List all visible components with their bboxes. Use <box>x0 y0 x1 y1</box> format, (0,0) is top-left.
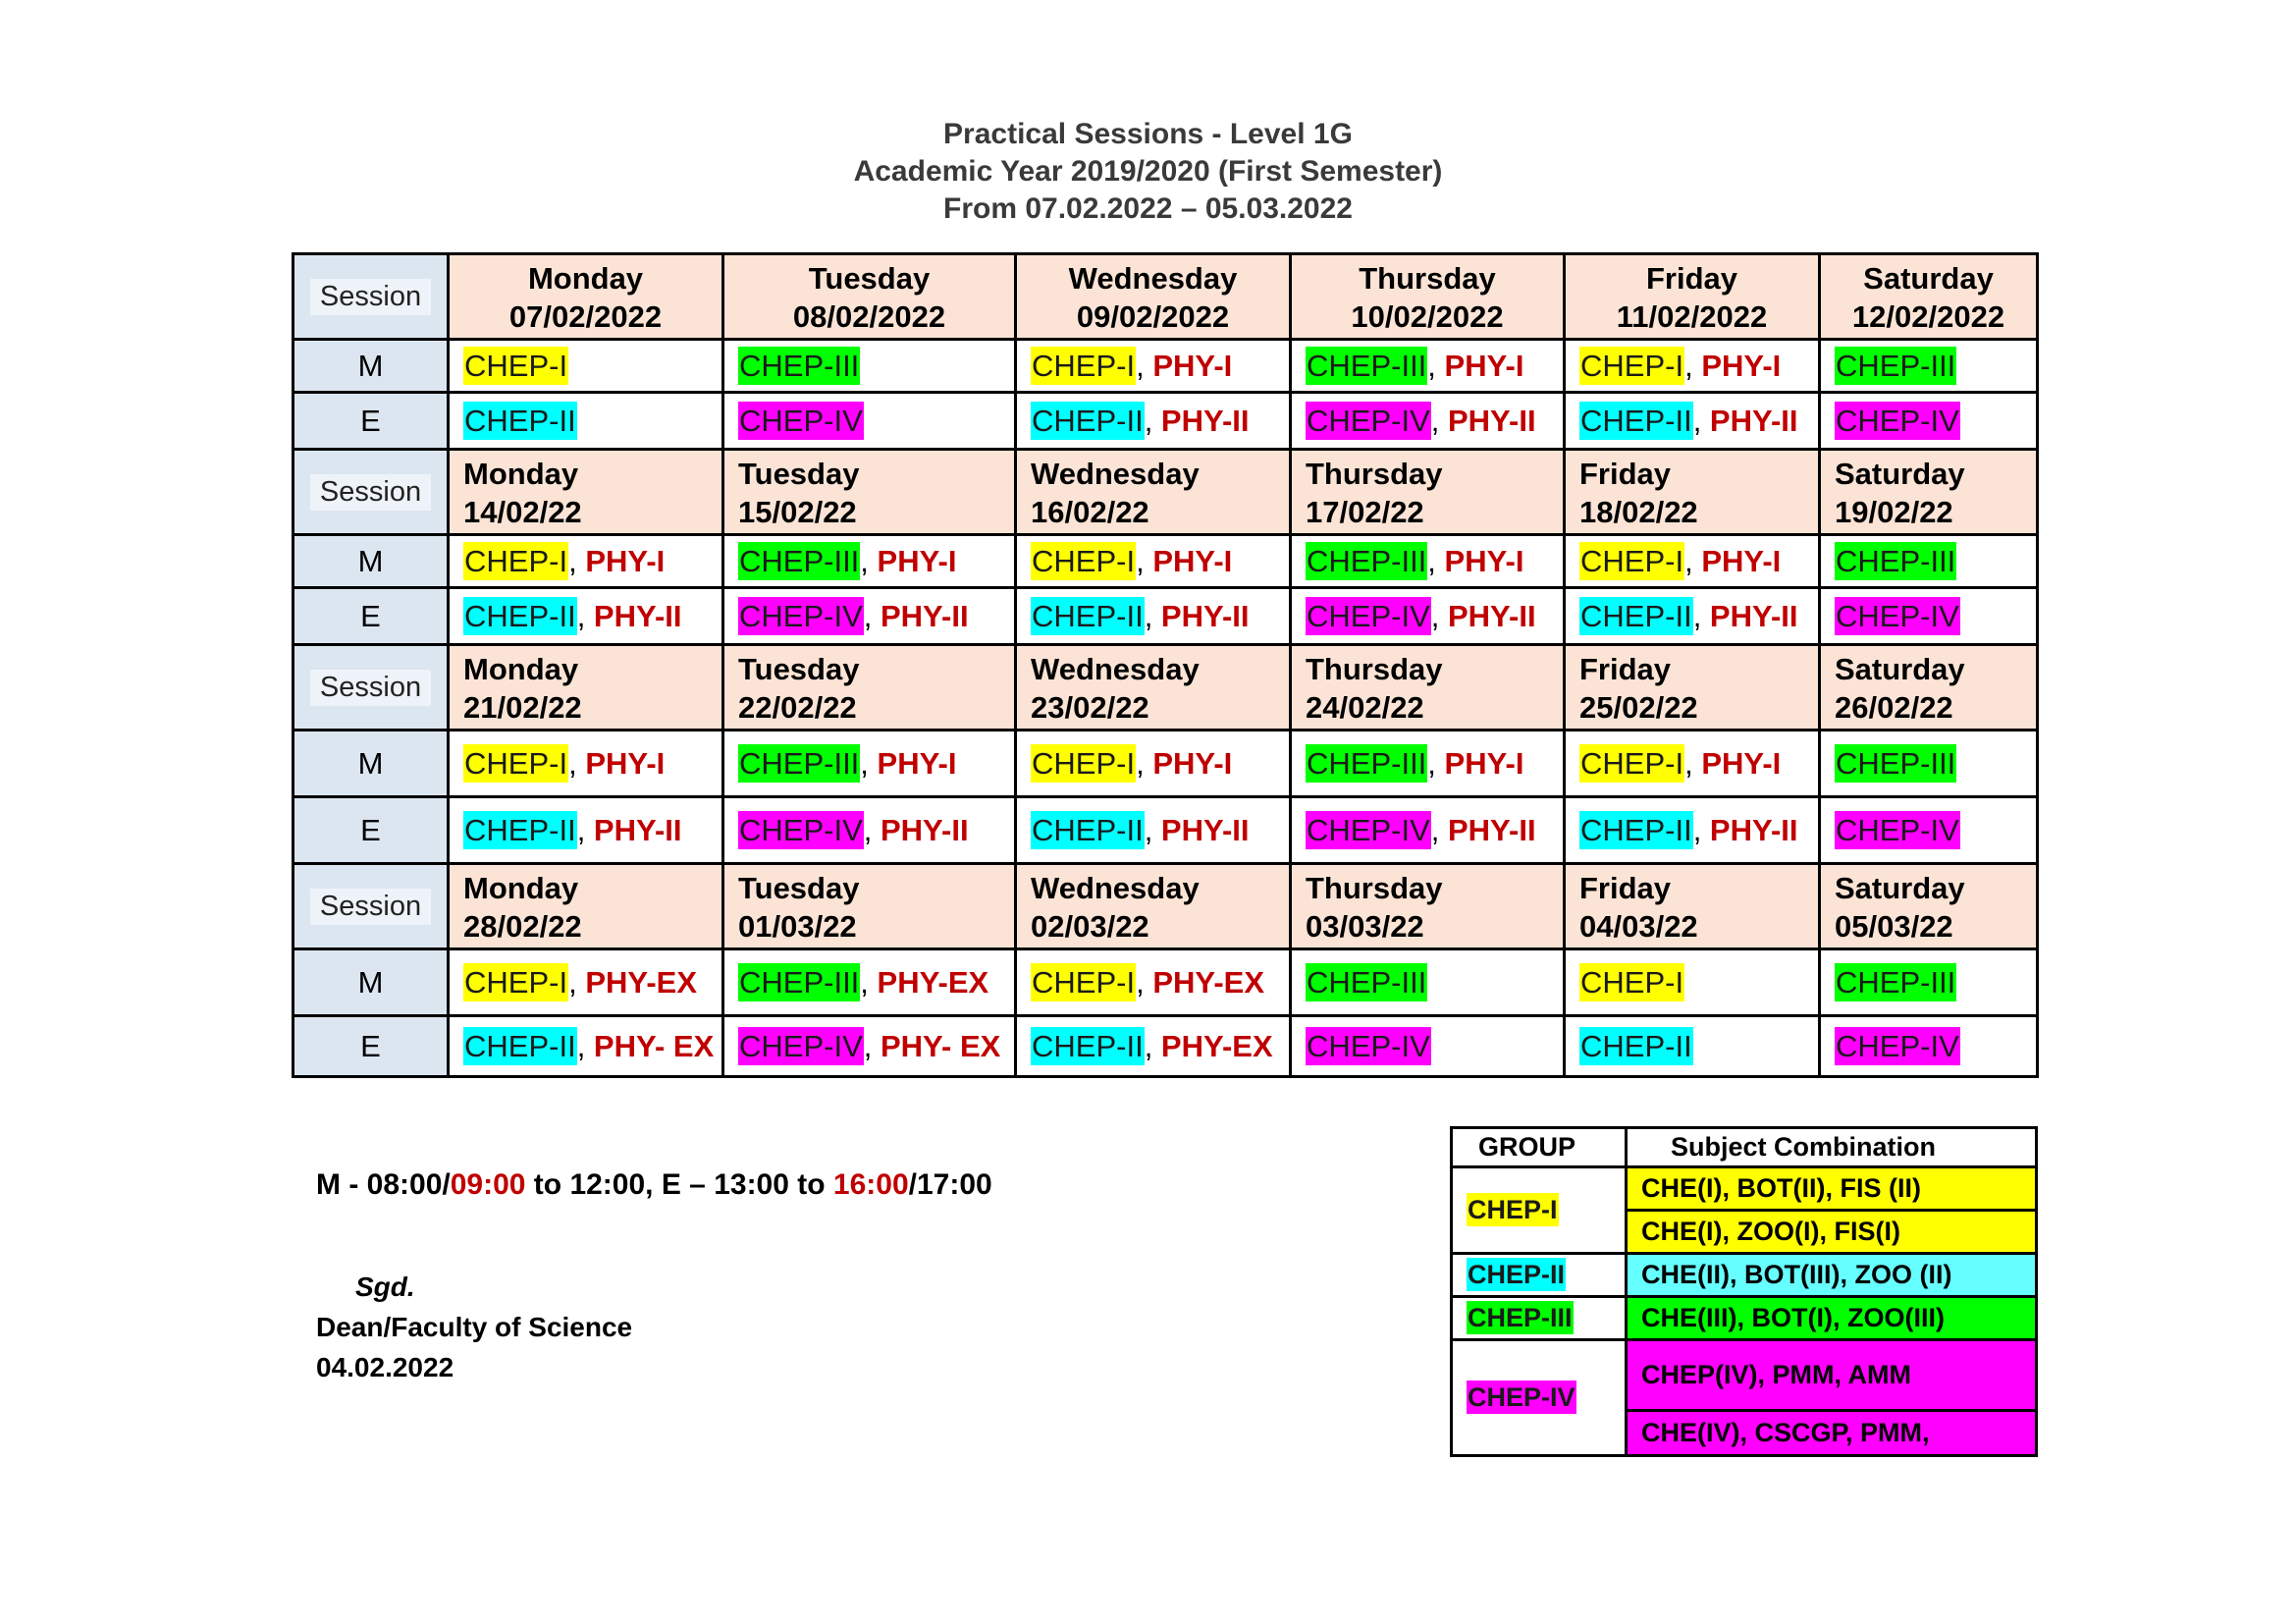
group-tag: CHEP-III <box>739 745 860 781</box>
schedule-cell <box>1565 588 1820 645</box>
signature-title: Dean/Faculty of Science <box>316 1312 633 1342</box>
legend-group-cell <box>1452 1340 1627 1456</box>
schedule-cell <box>1820 949 2038 1016</box>
day-name: Wednesday <box>1031 457 1200 491</box>
group-tag: CHEP-IV <box>739 812 863 847</box>
group-tag: CHEP-II <box>1580 812 1692 847</box>
group-tag: CHEP-I <box>1580 964 1684 1000</box>
physics-tag: PHY-II <box>1160 812 1250 847</box>
day-name: Thursday <box>1306 871 1443 905</box>
schedule-cell <box>1016 1016 1291 1077</box>
schedule-cell <box>1565 393 1820 450</box>
schedule-cell <box>449 731 723 797</box>
cell-separator: , <box>863 598 881 633</box>
day-header-cell <box>1565 645 1820 731</box>
cell-separator: , <box>1136 543 1153 578</box>
cell-separator: , <box>576 812 594 847</box>
day-date: 14/02/22 <box>463 495 582 529</box>
group-tag: CHEP-IV <box>739 1028 863 1063</box>
schedule-cell <box>723 340 1016 393</box>
group-tag: CHEP-I <box>1032 348 1136 383</box>
schedule-cell <box>1820 393 2038 450</box>
schedule-cell <box>1016 588 1291 645</box>
day-date: 25/02/22 <box>1579 690 1698 725</box>
day-date: 21/02/22 <box>463 690 582 725</box>
day-date: 28/02/22 <box>463 909 582 944</box>
cell-separator: , <box>1430 812 1448 847</box>
legend-subject-cell: CHE(III), BOT(I), ZOO(III) <box>1627 1297 2037 1340</box>
group-tag: CHEP-II <box>1580 1028 1692 1063</box>
group-tag: CHEP-I <box>1580 348 1684 383</box>
group-tag: CHEP-II <box>1580 598 1692 633</box>
schedule-cell <box>1291 393 1565 450</box>
group-tag: CHEP-II <box>1032 598 1144 633</box>
day-name: Wednesday <box>1031 871 1200 905</box>
legend-group-cell <box>1452 1297 1627 1340</box>
session-type-cell: M <box>294 340 449 393</box>
day-header-cell <box>1565 864 1820 949</box>
physics-tag: PHY-I <box>1444 543 1524 578</box>
physics-tag: PHY-II <box>593 812 682 847</box>
times-e-suffix: /17:00 <box>908 1168 992 1201</box>
day-name: Thursday <box>1306 652 1443 686</box>
day-name: Tuesday <box>738 652 860 686</box>
day-header-cell <box>449 450 723 535</box>
session-row <box>294 393 2038 450</box>
session-label: Session <box>310 889 431 925</box>
physics-tag: PHY-II <box>1447 812 1536 847</box>
day-header-cell <box>1016 645 1291 731</box>
times-mid: to 12:00, E – 13:00 to <box>525 1168 833 1201</box>
day-date: 02/03/22 <box>1031 909 1149 944</box>
cell-separator: , <box>568 964 586 1000</box>
schedule-cell <box>1565 949 1820 1016</box>
group-tag: CHEP-IV <box>1307 1028 1430 1063</box>
legend-row <box>1452 1254 2037 1297</box>
schedule-cell <box>1291 949 1565 1016</box>
legend-row <box>1452 1167 2037 1211</box>
day-date: 03/03/22 <box>1306 909 1424 944</box>
schedule-cell <box>1565 797 1820 864</box>
group-tag: CHEP-IV <box>1836 812 1959 847</box>
session-type-cell: E <box>294 393 449 450</box>
times-m-alt: 09:00 <box>450 1168 526 1201</box>
cell-separator: , <box>1144 598 1161 633</box>
day-date: 24/02/22 <box>1306 690 1424 725</box>
day-name: Friday <box>1579 652 1672 686</box>
physics-tag: PHY-I <box>1152 543 1233 578</box>
group-tag: CHEP-III <box>1307 348 1427 383</box>
group-tag: CHEP-I <box>1032 964 1136 1000</box>
session-type-cell: M <box>294 535 449 588</box>
session-row <box>294 797 2038 864</box>
group-tag: CHEP-III <box>739 964 860 1000</box>
cell-separator: , <box>863 812 881 847</box>
schedule-cell <box>723 797 1016 864</box>
physics-tag: PHY- EX <box>593 1028 715 1063</box>
group-tag: CHEP-IV <box>1307 598 1430 633</box>
schedule-cell <box>1291 535 1565 588</box>
day-date: 15/02/22 <box>738 495 857 529</box>
schedule-cell <box>1565 340 1820 393</box>
cell-separator: , <box>1430 403 1448 438</box>
day-header-cell <box>723 450 1016 535</box>
legend-header-subject: Subject Combination <box>1627 1128 2037 1167</box>
group-tag: CHEP-II <box>1580 403 1692 438</box>
schedule-cell <box>1016 535 1291 588</box>
title-line-3: From 07.02.2022 – 05.03.2022 <box>943 192 1353 225</box>
group-tag: CHEP-III <box>1307 964 1427 1000</box>
group-tag: CHEP-II <box>464 598 576 633</box>
group-tag: CHEP-III <box>1836 348 1956 383</box>
schedule-cell <box>723 535 1016 588</box>
physics-tag: PHY-I <box>877 745 957 781</box>
day-name: Tuesday <box>808 261 931 296</box>
day-name: Thursday <box>1359 261 1496 296</box>
group-tag: CHEP-I <box>464 745 568 781</box>
schedule-cell <box>1291 588 1565 645</box>
physics-tag: PHY-EX <box>1160 1028 1273 1063</box>
day-name: Monday <box>463 652 579 686</box>
session-row <box>294 949 2038 1016</box>
physics-tag: PHY-II <box>1447 598 1536 633</box>
day-header-cell <box>1565 254 1820 340</box>
physics-tag: PHY-I <box>1701 543 1782 578</box>
session-header-cell <box>294 645 449 731</box>
day-header-cell <box>449 864 723 949</box>
session-row <box>294 588 2038 645</box>
session-row <box>294 340 2038 393</box>
day-date: 22/02/22 <box>738 690 857 725</box>
physics-tag: PHY-I <box>877 543 957 578</box>
cell-separator: , <box>576 1028 594 1063</box>
group-tag: CHEP-III <box>1836 745 1956 781</box>
day-name: Wednesday <box>1068 261 1238 296</box>
day-date: 16/02/22 <box>1031 495 1149 529</box>
day-name: Friday <box>1579 457 1672 491</box>
cell-separator: , <box>1136 348 1153 383</box>
legend-group-name: CHEP-I <box>1468 1195 1558 1224</box>
week-header-row <box>294 254 2038 340</box>
day-header-cell <box>1291 645 1565 731</box>
day-header-cell <box>449 645 723 731</box>
legend-subject-cell: CHE(II), BOT(III), ZOO (II) <box>1627 1254 2037 1297</box>
group-tag: CHEP-II <box>464 1028 576 1063</box>
schedule-cell <box>1820 340 2038 393</box>
day-name: Saturday <box>1835 652 1965 686</box>
legend-subject-cell: CHE(I), ZOO(I), FIS(I) <box>1627 1211 2037 1254</box>
legend-group-cell <box>1452 1167 1627 1254</box>
schedule-cell <box>1820 797 2038 864</box>
schedule-cell <box>723 393 1016 450</box>
schedule-cell <box>1820 731 2038 797</box>
schedule-cell <box>449 1016 723 1077</box>
legend-group-cell <box>1452 1254 1627 1297</box>
session-type-cell: E <box>294 588 449 645</box>
day-date: 04/03/22 <box>1579 909 1698 944</box>
schedule-cell <box>449 535 723 588</box>
group-tag: CHEP-IV <box>1836 1028 1959 1063</box>
group-tag: CHEP-I <box>1032 543 1136 578</box>
day-date: 10/02/2022 <box>1351 299 1504 334</box>
cell-separator: , <box>1692 403 1710 438</box>
cell-separator: , <box>1136 745 1153 781</box>
group-tag: CHEP-III <box>739 348 860 383</box>
group-tag: CHEP-II <box>1032 1028 1144 1063</box>
legend-header-group: GROUP <box>1452 1128 1627 1167</box>
schedule-cell <box>723 731 1016 797</box>
cell-separator: , <box>1692 812 1710 847</box>
physics-tag: PHY-II <box>1447 403 1536 438</box>
group-tag: CHEP-III <box>739 543 860 578</box>
day-date: 17/02/22 <box>1306 495 1424 529</box>
schedule-cell <box>1291 731 1565 797</box>
group-tag: CHEP-IV <box>1836 403 1959 438</box>
cell-separator: , <box>1684 745 1702 781</box>
day-name: Thursday <box>1306 457 1443 491</box>
group-tag: CHEP-IV <box>739 598 863 633</box>
times-e-alt: 16:00 <box>832 1168 909 1201</box>
day-name: Saturday <box>1863 261 1994 296</box>
group-legend-table <box>1450 1126 2038 1457</box>
physics-tag: PHY- EX <box>880 1028 1001 1063</box>
day-name: Saturday <box>1835 457 1965 491</box>
schedule-cell <box>1820 1016 2038 1077</box>
title-line-2: Academic Year 2019/2020 (First Semester) <box>853 155 1443 188</box>
day-date: 23/02/22 <box>1031 690 1149 725</box>
legend-subject-cell: CHE(I), BOT(II), FIS (II) <box>1627 1167 2037 1211</box>
group-tag: CHEP-IV <box>739 403 863 438</box>
cell-separator: , <box>568 745 586 781</box>
physics-tag: PHY-II <box>880 812 969 847</box>
day-name: Friday <box>1579 871 1672 905</box>
cell-separator: , <box>576 598 594 633</box>
group-tag: CHEP-III <box>1836 964 1956 1000</box>
week-header-row <box>294 864 2038 949</box>
day-header-cell <box>723 254 1016 340</box>
day-name: Monday <box>463 457 579 491</box>
schedule-cell <box>1016 393 1291 450</box>
session-type-cell: E <box>294 797 449 864</box>
day-name: Tuesday <box>738 457 860 491</box>
schedule-cell <box>1565 731 1820 797</box>
physics-tag: PHY-I <box>1701 745 1782 781</box>
physics-tag: PHY-I <box>1444 745 1524 781</box>
day-header-cell <box>1016 254 1291 340</box>
cell-separator: , <box>1144 403 1161 438</box>
legend-subject-cell: CHE(IV), CSCGP, PMM, <box>1627 1411 2037 1456</box>
day-date: 18/02/22 <box>1579 495 1698 529</box>
session-type-cell: E <box>294 1016 449 1077</box>
day-date: 07/02/2022 <box>508 299 663 334</box>
group-tag: CHEP-I <box>1032 745 1136 781</box>
day-header-cell <box>1820 450 2038 535</box>
schedule-cell <box>723 588 1016 645</box>
group-tag: CHEP-IV <box>1307 812 1430 847</box>
schedule-cell <box>449 588 723 645</box>
session-header-cell <box>294 864 449 949</box>
group-tag: CHEP-III <box>1307 543 1427 578</box>
session-type-cell: M <box>294 949 449 1016</box>
day-date: 09/02/2022 <box>1076 299 1230 334</box>
physics-tag: PHY-II <box>1709 812 1798 847</box>
times-m-prefix: M - 08:00/ <box>316 1168 451 1201</box>
schedule-cell <box>1016 949 1291 1016</box>
session-row <box>294 1016 2038 1077</box>
signature-sgd: Sgd. <box>355 1272 415 1302</box>
schedule-cell <box>1820 588 2038 645</box>
physics-tag: PHY-I <box>585 543 666 578</box>
day-header-cell <box>1820 645 2038 731</box>
physics-tag: PHY-II <box>880 598 969 633</box>
cell-separator: , <box>1136 964 1153 1000</box>
day-date: 08/02/2022 <box>792 299 946 334</box>
cell-separator: , <box>1692 598 1710 633</box>
session-header-cell <box>294 450 449 535</box>
schedule-cell <box>449 393 723 450</box>
group-tag: CHEP-III <box>1836 543 1956 578</box>
schedule-cell <box>1016 731 1291 797</box>
schedule-cell <box>1291 797 1565 864</box>
legend-group-name: CHEP-III <box>1468 1303 1573 1332</box>
physics-tag: PHY-EX <box>585 964 698 1000</box>
day-name: Monday <box>527 261 644 296</box>
physics-tag: PHY-II <box>1709 598 1798 633</box>
signature-block <box>316 1267 632 1387</box>
group-tag: CHEP-I <box>1580 543 1684 578</box>
physics-tag: PHY-II <box>593 598 682 633</box>
group-tag: CHEP-II <box>1032 812 1144 847</box>
session-header-cell <box>294 254 449 340</box>
schedule-cell <box>1565 535 1820 588</box>
legend-group-name: CHEP-IV <box>1468 1382 1575 1412</box>
schedule-cell <box>1016 797 1291 864</box>
cell-separator: , <box>860 745 878 781</box>
physics-tag: PHY-I <box>585 745 666 781</box>
group-tag: CHEP-I <box>464 543 568 578</box>
cell-separator: , <box>568 543 586 578</box>
day-name: Saturday <box>1835 871 1965 905</box>
day-header-cell <box>1820 864 2038 949</box>
document-title <box>0 116 2296 228</box>
schedule-cell <box>1291 1016 1565 1077</box>
day-header-cell <box>1291 254 1565 340</box>
group-tag: CHEP-II <box>464 403 576 438</box>
day-header-cell <box>449 254 723 340</box>
group-tag: CHEP-I <box>464 964 568 1000</box>
schedule-cell <box>449 797 723 864</box>
schedule-cell <box>1291 340 1565 393</box>
physics-tag: PHY-II <box>1709 403 1798 438</box>
cell-separator: , <box>1144 1028 1161 1063</box>
schedule-cell <box>449 949 723 1016</box>
schedule-cell <box>723 949 1016 1016</box>
week-header-row <box>294 450 2038 535</box>
cell-separator: , <box>860 964 878 1000</box>
day-header-cell <box>1016 864 1291 949</box>
session-times <box>316 1168 992 1202</box>
schedule-cell <box>1565 1016 1820 1077</box>
schedule-cell <box>1016 340 1291 393</box>
physics-tag: PHY-I <box>1444 348 1524 383</box>
physics-tag: PHY-I <box>1152 348 1233 383</box>
physics-tag: PHY-EX <box>1152 964 1265 1000</box>
group-tag: CHEP-III <box>1307 745 1427 781</box>
cell-separator: , <box>1427 543 1445 578</box>
day-header-cell <box>1291 864 1565 949</box>
day-date: 05/03/22 <box>1835 909 1953 944</box>
cell-separator: , <box>1684 348 1702 383</box>
schedule-cell <box>1820 535 2038 588</box>
day-date: 12/02/2022 <box>1851 299 2005 334</box>
day-header-cell <box>1291 450 1565 535</box>
day-name: Friday <box>1645 261 1738 296</box>
day-header-cell <box>723 864 1016 949</box>
day-date: 19/02/22 <box>1835 495 1953 529</box>
day-date: 11/02/2022 <box>1616 299 1768 334</box>
legend-row <box>1452 1297 2037 1340</box>
session-row <box>294 731 2038 797</box>
physics-tag: PHY-EX <box>877 964 989 1000</box>
signature-date: 04.02.2022 <box>316 1352 454 1382</box>
schedule-cell <box>449 340 723 393</box>
cell-separator: , <box>1427 348 1445 383</box>
group-tag: CHEP-IV <box>1836 598 1959 633</box>
day-name: Tuesday <box>738 871 860 905</box>
legend-group-name: CHEP-II <box>1468 1260 1566 1289</box>
legend-row <box>1452 1340 2037 1411</box>
session-type-cell: M <box>294 731 449 797</box>
day-date: 26/02/22 <box>1835 690 1953 725</box>
week-header-row <box>294 645 2038 731</box>
session-row <box>294 535 2038 588</box>
day-date: 01/03/22 <box>738 909 857 944</box>
physics-tag: PHY-I <box>1152 745 1233 781</box>
day-header-cell <box>1565 450 1820 535</box>
schedule-table <box>292 252 2039 1078</box>
group-tag: CHEP-II <box>1032 403 1144 438</box>
session-label: Session <box>310 670 431 706</box>
cell-separator: , <box>863 1028 881 1063</box>
legend-subject-cell: CHEP(IV), PMM, AMM <box>1627 1340 2037 1411</box>
physics-tag: PHY-II <box>1160 403 1250 438</box>
day-name: Wednesday <box>1031 652 1200 686</box>
group-tag: CHEP-IV <box>1307 403 1430 438</box>
session-label: Session <box>310 474 431 511</box>
group-tag: CHEP-I <box>464 348 568 383</box>
title-line-1: Practical Sessions - Level 1G <box>943 118 1353 150</box>
physics-tag: PHY-I <box>1701 348 1782 383</box>
day-header-cell <box>723 645 1016 731</box>
physics-tag: PHY-II <box>1160 598 1250 633</box>
group-tag: CHEP-I <box>1580 745 1684 781</box>
day-header-cell <box>1820 254 2038 340</box>
session-label: Session <box>310 279 431 315</box>
cell-separator: , <box>860 543 878 578</box>
day-header-cell <box>1016 450 1291 535</box>
group-tag: CHEP-II <box>464 812 576 847</box>
day-name: Monday <box>463 871 579 905</box>
cell-separator: , <box>1430 598 1448 633</box>
cell-separator: , <box>1427 745 1445 781</box>
cell-separator: , <box>1684 543 1702 578</box>
schedule-cell <box>723 1016 1016 1077</box>
cell-separator: , <box>1144 812 1161 847</box>
